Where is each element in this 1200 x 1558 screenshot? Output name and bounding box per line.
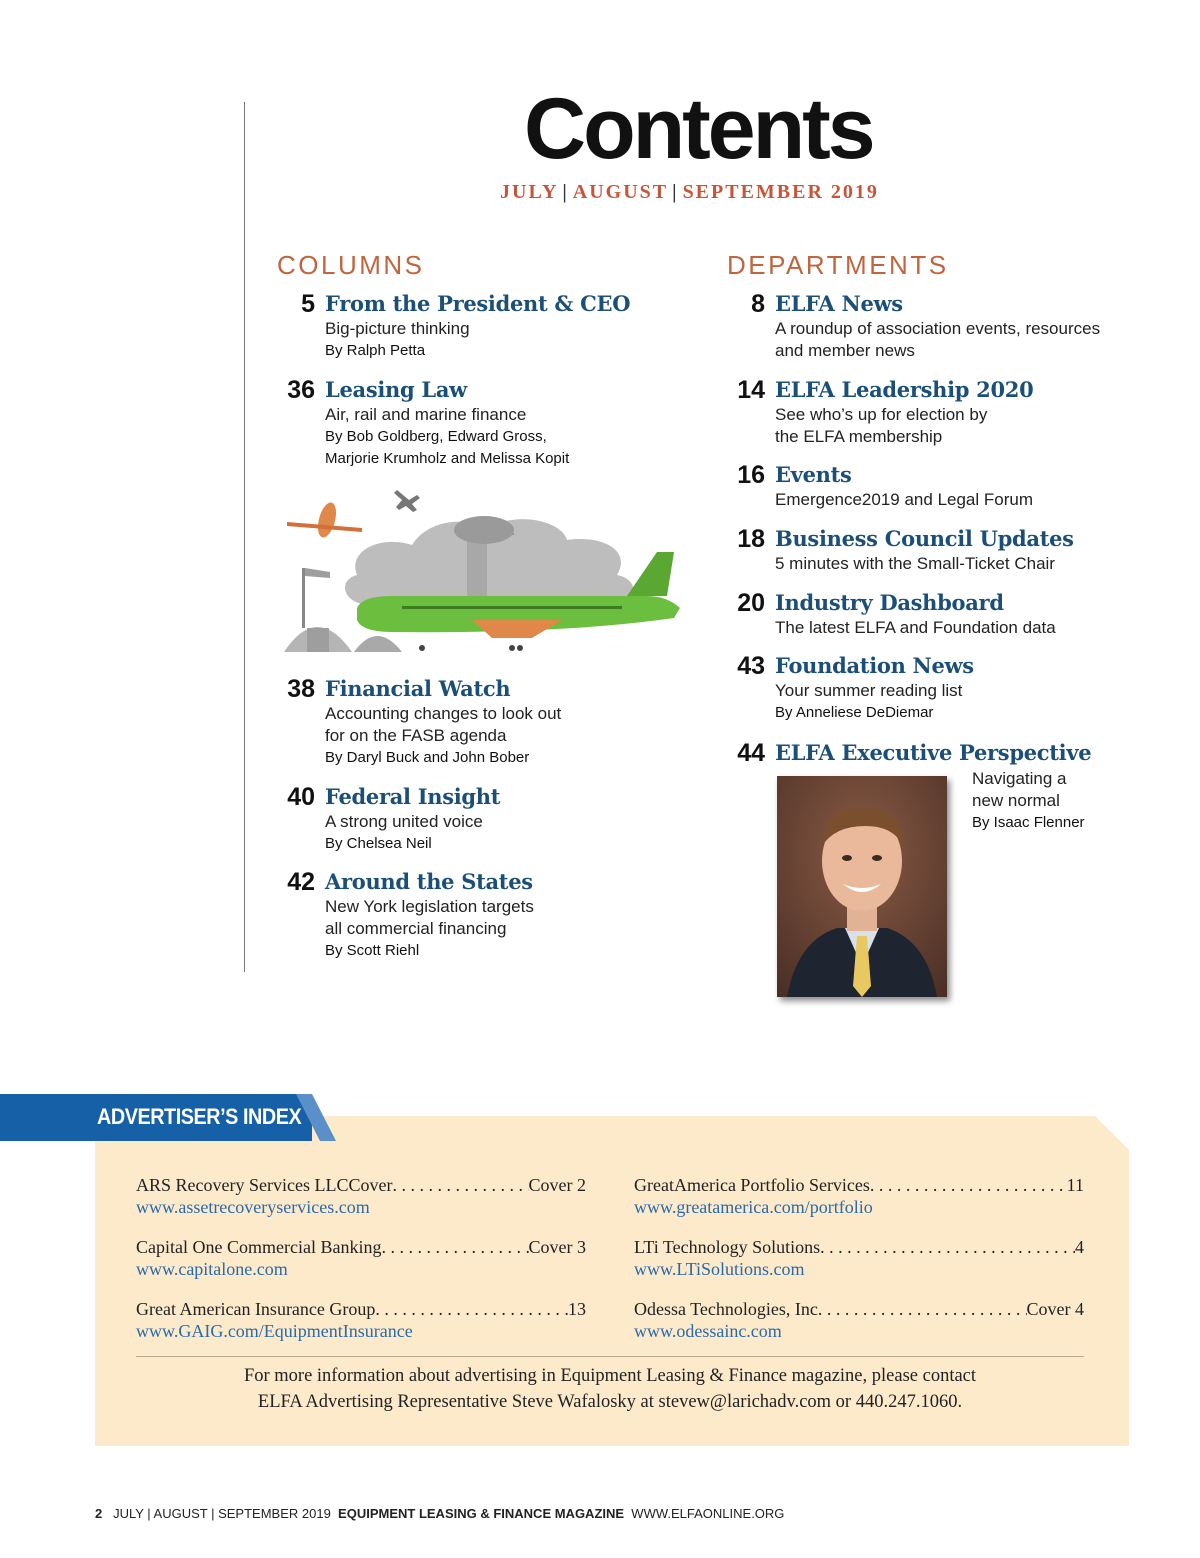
grey-plane-icon [394, 490, 420, 512]
advertiser-url[interactable]: www.odessainc.com [634, 1321, 782, 1341]
toc-entry[interactable] [301, 290, 631, 362]
advertiser-url[interactable]: www.greatamerica.com/portfolio [634, 1197, 873, 1217]
entry-title[interactable]: Foundation News [775, 653, 974, 678]
page-title: Contents [524, 81, 873, 177]
issue-month-3: SEPTEMBER 2019 [682, 181, 879, 203]
orange-plane-icon [287, 501, 362, 540]
hangar-2 [354, 636, 402, 652]
advertiser-entry[interactable] [634, 1236, 1084, 1280]
entry-description: The latest ELFA and Foundation data [775, 618, 1056, 637]
entry-description: Navigating a new normal [972, 769, 1067, 810]
advertiser-name: LTi Technology Solutions [634, 1237, 821, 1257]
page-number: 16 [737, 461, 765, 489]
advertiser-index-label: ADVERTISER’S INDEX [97, 1104, 302, 1129]
toc-entry[interactable] [287, 376, 570, 470]
entry-byline: By Chelsea Neil [325, 835, 432, 852]
columns-heading: COLUMNS [277, 250, 425, 280]
toc-entry[interactable] [287, 783, 501, 855]
hangar-door [307, 628, 329, 652]
executive-portrait [777, 776, 947, 997]
page-number: 40 [287, 783, 315, 811]
windsock-icon [305, 568, 330, 578]
entry-description: A strong united voice [325, 812, 483, 831]
advertiser-page: 11 [1066, 1175, 1084, 1195]
entry-description: Your summer reading list [775, 681, 963, 700]
entry-description: A roundup of association events, resources and member news [775, 319, 1101, 360]
entry-title[interactable]: Leasing Law [325, 377, 467, 402]
page-number: 14 [737, 376, 765, 404]
page-number: 8 [751, 290, 765, 318]
issue-month-1: JULY [500, 181, 559, 203]
advertiser-divider [136, 1356, 1084, 1357]
advertiser-name: Capital One Commercial Banking [136, 1237, 382, 1257]
advertiser-box-corner [1095, 1116, 1129, 1150]
page-number: 20 [737, 589, 765, 617]
entry-description: Emergence2019 and Legal Forum [775, 490, 1033, 509]
entry-byline: By Isaac Flenner [972, 814, 1085, 831]
leader-dots [870, 1174, 1067, 1196]
entry-byline: By Anneliese DeDiemar [775, 704, 934, 721]
entry-title[interactable]: Federal Insight [325, 784, 501, 809]
advertiser-entry[interactable] [136, 1174, 586, 1218]
entry-title[interactable]: From the President & CEO [325, 291, 631, 316]
contact-line-2: ELFA Advertising Representative Steve Wafalosky at stevew@larichadv.com or 440.247.1060. [257, 1392, 963, 1412]
toc-entry[interactable] [287, 675, 562, 769]
entry-description: 5 minutes with the Small-Ticket Chair [775, 554, 1055, 573]
tower-cab [454, 516, 514, 544]
issue-sep: | [562, 181, 569, 203]
executive-perspective-text [972, 768, 1085, 834]
advertiser-url[interactable]: www.capitalone.com [136, 1259, 288, 1279]
page-number: 5 [301, 290, 315, 318]
entry-description: Accounting changes to look out for on the FASB agenda [325, 704, 562, 745]
entry-title[interactable]: Industry Dashboard [775, 590, 1004, 615]
advertiser-url[interactable]: www.LTiSolutions.com [634, 1259, 805, 1279]
entry-title[interactable]: Business Council Updates [775, 526, 1074, 551]
issue-sep: | [672, 181, 679, 203]
entry-byline: By Ralph Petta [325, 342, 426, 359]
page-number: 44 [737, 739, 765, 767]
advertiser-name: Great American Insurance Group [136, 1299, 376, 1319]
page-number: 36 [287, 376, 315, 404]
entry-description: Air, rail and marine finance [325, 405, 527, 424]
entry-description: New York legislation targets all commercial financing [325, 897, 534, 938]
advertiser-page: Cover 4 [1026, 1299, 1084, 1319]
advertiser-entry[interactable] [634, 1298, 1084, 1342]
entry-byline: By Scott Riehl [325, 942, 420, 959]
advertiser-page: Cover 3 [528, 1237, 586, 1257]
advertising-contact-info [136, 1363, 1084, 1415]
toc-entry[interactable] [737, 376, 1034, 448]
entry-title[interactable]: Financial Watch [325, 676, 511, 701]
leader-dots [818, 1298, 1027, 1320]
entry-title[interactable]: Events [775, 462, 852, 487]
toc-entry[interactable] [737, 525, 1074, 575]
advertiser-name: ARS Recovery Services LLCCover [136, 1175, 393, 1195]
page-number: 42 [287, 868, 315, 896]
leader-dots [381, 1236, 528, 1258]
toc-entry[interactable] [737, 461, 1033, 511]
page-number: 38 [287, 675, 315, 703]
issue-date [500, 181, 879, 204]
advertiser-page: Cover 2 [528, 1175, 586, 1195]
toc-entry[interactable] [737, 652, 974, 724]
advertiser-entry[interactable] [136, 1236, 586, 1280]
advertiser-page: 13 [568, 1299, 586, 1319]
contact-line-1: For more information about advertising in Equipment Leasing & Finance magazine, please contact [243, 1366, 977, 1386]
page-footer [95, 1506, 784, 1521]
windsock-pole [302, 568, 305, 628]
column-divider [244, 102, 245, 972]
entry-title[interactable]: ELFA Leadership 2020 [775, 377, 1034, 402]
entry-title[interactable]: ELFA Executive Perspective [775, 740, 1092, 765]
advertiser-url[interactable]: www.assetrecoveryservices.com [136, 1197, 370, 1217]
leader-dots [820, 1236, 1075, 1258]
entry-description: Big-picture thinking [325, 319, 470, 338]
departments-heading: DEPARTMENTS [727, 250, 949, 280]
toc-entry[interactable] [737, 589, 1056, 639]
entry-title[interactable]: Around the States [325, 869, 533, 894]
footer-issue: JULY | AUGUST | SEPTEMBER 2019 [113, 1506, 331, 1521]
entry-byline: By Daryl Buck and John Bober [325, 749, 530, 766]
entry-title[interactable]: ELFA News [775, 291, 903, 316]
footer-website[interactable]: WWW.ELFAONLINE.ORG [631, 1506, 785, 1521]
advertiser-name: GreatAmerica Portfolio Services [634, 1175, 870, 1195]
advertiser-name: Odessa Technologies, Inc [634, 1299, 818, 1319]
page-number: 18 [737, 525, 765, 553]
entry-byline: By Bob Goldberg, Edward Gross, Marjorie Krumholz and Melissa Kopit [325, 428, 570, 467]
advertiser-page: 4 [1075, 1237, 1084, 1257]
advertiser-entry[interactable] [136, 1298, 586, 1342]
toc-entry[interactable] [751, 290, 1101, 362]
issue-month-2: AUGUST [572, 181, 669, 203]
toc-entry[interactable] [287, 868, 534, 962]
footer-page-number: 2 [95, 1506, 103, 1521]
toc-entry[interactable] [737, 739, 1092, 767]
page-number: 43 [737, 652, 765, 680]
leader-dots [375, 1298, 568, 1320]
advertiser-entry[interactable] [634, 1174, 1084, 1218]
airport-illustration [262, 480, 692, 660]
advertiser-url[interactable]: www.GAIG.com/EquipmentInsurance [136, 1321, 413, 1341]
footer-magazine: EQUIPMENT LEASING & FINANCE MAGAZINE [338, 1506, 625, 1521]
leader-dots [392, 1174, 528, 1196]
entry-description: See who’s up for election by the ELFA membership [775, 405, 988, 446]
